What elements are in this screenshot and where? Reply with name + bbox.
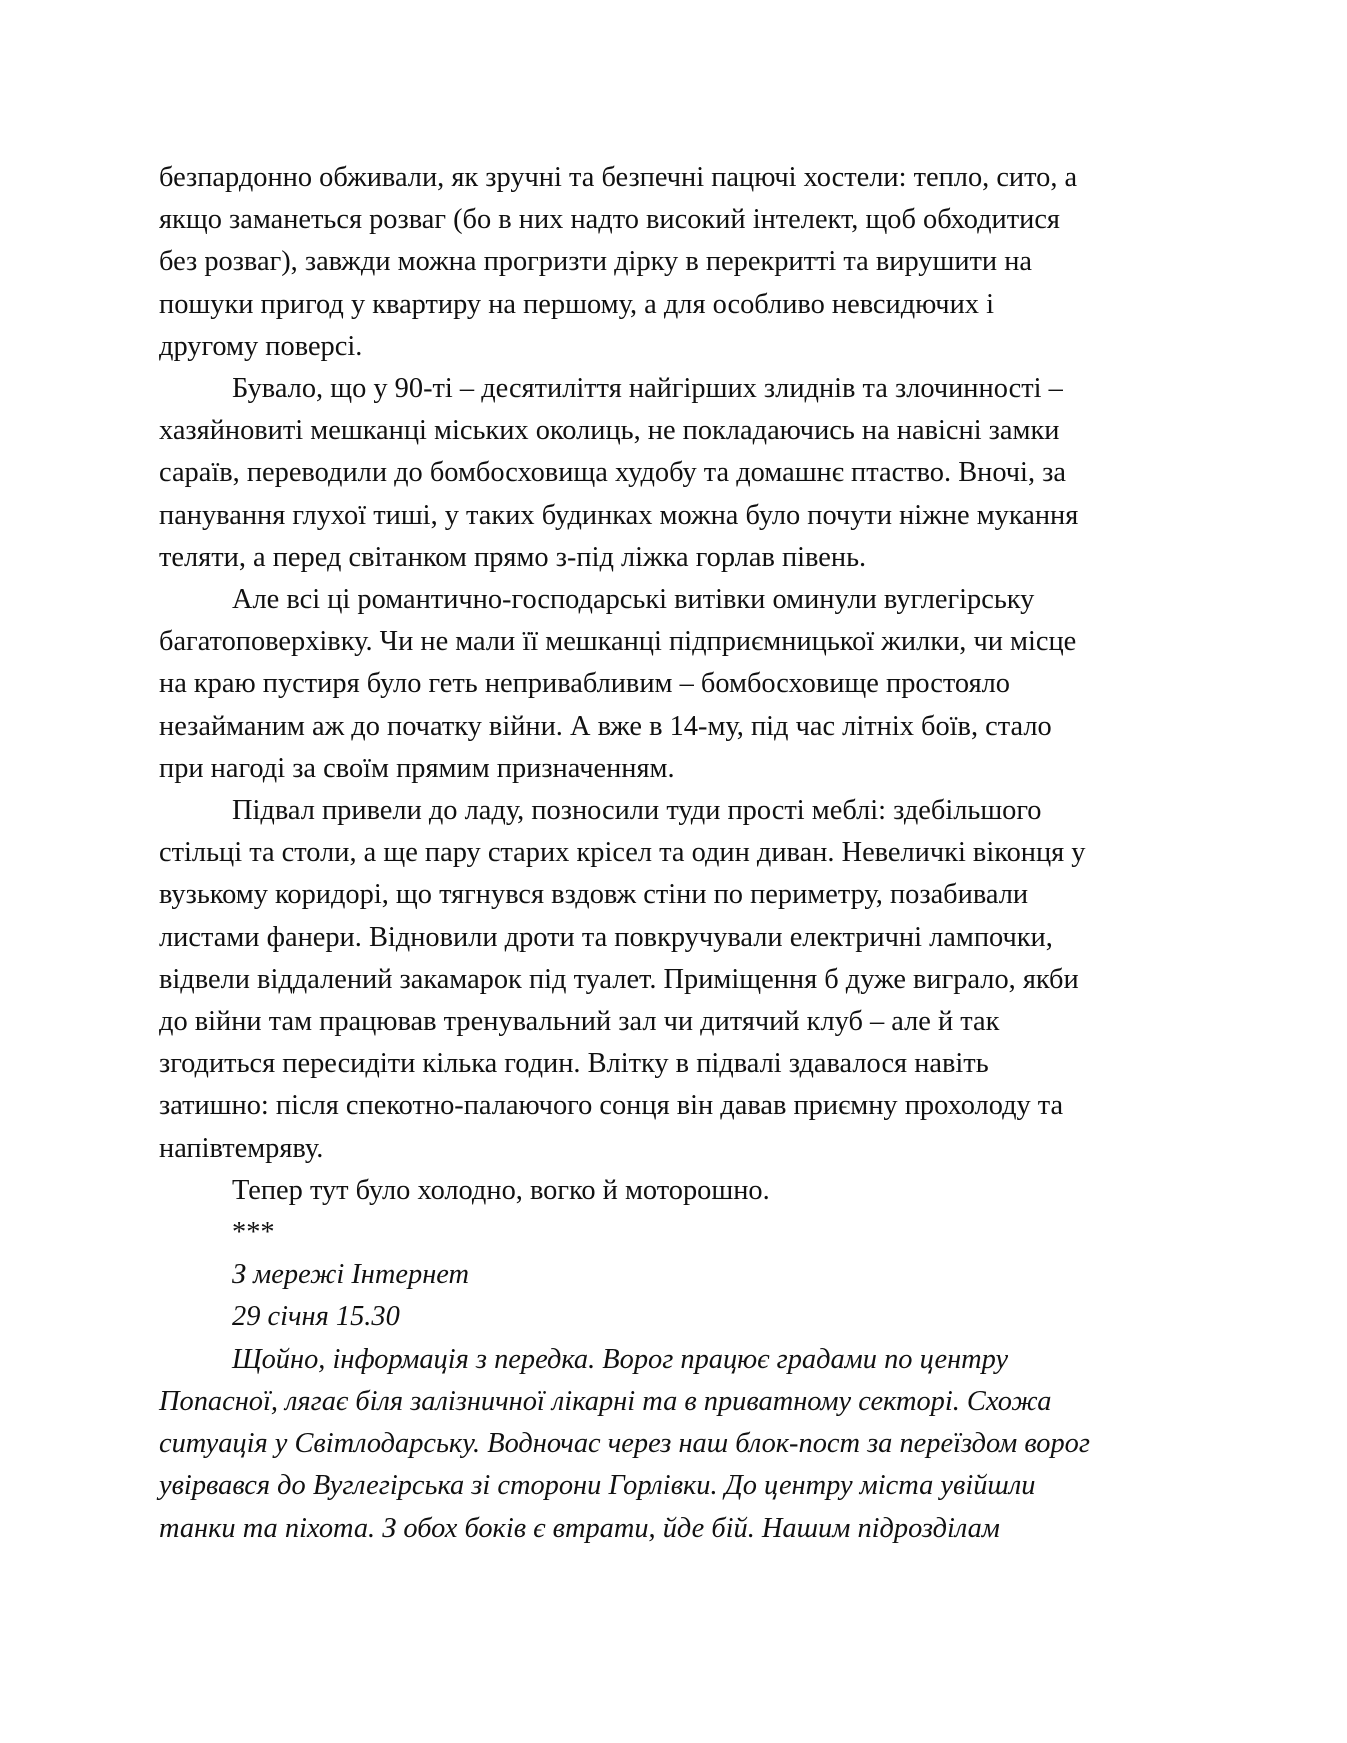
text-line: напівтемряву. xyxy=(159,1132,324,1164)
text-line: сараїв, переводили до бомбосховища худобу та домашнє птаство. Вночі, за xyxy=(159,457,1066,489)
text-line: безпардонно обживали, як зручні та безпечні пацючі хостели: тепло, сито, а xyxy=(159,162,1078,193)
section-separator: *** xyxy=(232,1217,275,1249)
text-line: листами фанери. Відновили дроти та повкручували електричні лампочки, xyxy=(159,921,1053,953)
text-line: пошуки пригод у квартиру на першому, а для особливо невсидючих і xyxy=(159,288,994,320)
text-line: затишно: після спекотно-палаючого сонця він давав приємну прохолоду та xyxy=(159,1090,1064,1122)
paragraph-start-line: Бувало, що у 90-ті – десятиліття найгірших злиднів та злочинності – xyxy=(232,373,1063,405)
source-label: З мережі Інтернет xyxy=(232,1259,470,1291)
text-line: незайманим аж до початку війни. А вже в 14-му, під час літніх боїв, стало xyxy=(159,710,1052,742)
quoted-paragraph-start-line: Щойно, інформація з передка. Ворог працює градами по центру xyxy=(232,1343,1009,1375)
text-line: якщо заманеться розваг (бо в них надто високий інтелект, щоб обходитися xyxy=(159,204,1060,236)
text-line: стільці та столи, а ще пару старих крісел та один диван. Невеличкі віконця у xyxy=(159,837,1086,869)
quoted-text-line: танки та піхота. З обох боків є втрати, йде бій. Нашим підрозділам xyxy=(159,1512,1000,1544)
text-line: панування глухої тиші, у таких будинках можна було почути ніжне мукання xyxy=(159,499,1079,531)
text-line: вузькому коридорі, що тягнувся вздовж стіни по периметру, позабивали xyxy=(159,879,1029,911)
text-line: теляти, а перед світанком прямо з-під ліжка горлав півень. xyxy=(159,541,867,573)
quoted-text-line: ситуація у Світлодарську. Водночас через наш блок-пост за переїздом ворог xyxy=(159,1428,1090,1460)
body-text xyxy=(159,157,1189,1550)
text-line: відвели віддалений закамарок під туалет. Приміщення б дуже виграло, якби xyxy=(159,963,1079,995)
text-line: багатоповерхівку. Чи не мали її мешканці підприємницької жилки, чи місце xyxy=(159,626,1077,658)
paragraph-start-line: Але всі ці романтично-господарські витівки оминули вуглегірську xyxy=(232,584,1035,616)
quoted-text-line: Попасної, лягає біля залізничної лікарні та в приватному секторі. Схожа xyxy=(159,1385,1052,1417)
text-line: згодиться пересидіти кілька годин. Влітку в підвалі здавалося навіть xyxy=(159,1048,989,1080)
text-line: на краю пустиря було геть непривабливим – бомбосховище простояло xyxy=(159,668,1010,700)
paragraph-start-line: Тепер тут було холодно, вогко й моторошно. xyxy=(232,1174,770,1206)
quoted-text-line: увірвався до Вуглегірська зі сторони Горлівки. До центру міста увійшли xyxy=(159,1470,1036,1502)
text-line: без розваг), завжди можна прогризти дірку в перекритті та вирушити на xyxy=(159,246,1033,278)
text-line: до війни там працював тренувальний зал чи дитячий клуб – але й так xyxy=(159,1006,1000,1038)
text-line: при нагоді за своїм прямим призначенням. xyxy=(159,752,675,784)
paragraph-start-line: Підвал привели до ладу, позносили туди прості меблі: здебільшого xyxy=(232,795,1042,827)
text-line: хазяйновиті мешканці міських околиць, не покладаючись на навісні замки xyxy=(159,415,1060,447)
text-line: другому поверсі. xyxy=(159,330,363,362)
post-timestamp: 29 січня 15.30 xyxy=(232,1301,400,1333)
